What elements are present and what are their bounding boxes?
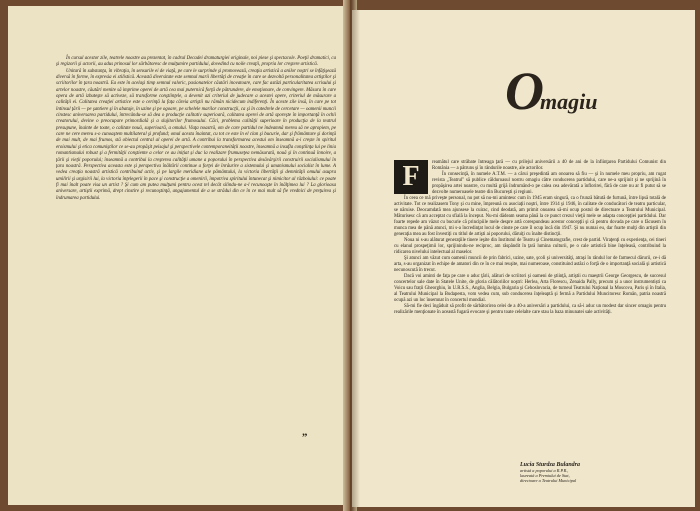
- author-name: Lucia Sturdza Bulandra: [520, 462, 581, 468]
- right-paragraph-2: În consecinţă, în numele A.T.M. — a cărui preşedintă am onoarea să fiu — şi în numele meu propriu, am rugat revista „Teatrul" să publice călduroasul nostru omagiu către conducerea partidului, care ne-a sprijinit şi ne sprijină în propăşirea artei noastre, cu multă grijă îndrumând-o pe calea cea adevărată a înflorirei, fără de care nu ar fi putut să se dezvolte numeroasele teatre din Bucureşti şi regiuni.: [432, 172, 666, 195]
- signature-block: [520, 462, 660, 484]
- right-page-text: [394, 160, 666, 316]
- closing-quote-mark: „: [302, 426, 308, 438]
- right-paragraph-5: Şi atunci am văzut cum oamenii muncii de prin fabrici, uzine, sate, şcoli şi universităţi, atraşi în rândul lor de farmecul dărurii, ce-i dă arta, s-au organizat în echipe de amatori din ce în ce mai reuşite, mai numeroase, constituind astăzi o forţă de o importanţă socială şi artistică necunoscută în trecut.: [394, 256, 666, 273]
- left-paragraph-1: În cursul acestor zile, teatrele noastre au prezentat, în cadrul Decadei dramaturgiei originale, noi piese şi spectacole. Poeţii dramatici, ca şi regizorii şi actorii, au adus prinosul lor sărbătoresc de mulţumire partidului, dovedind cu noile creaţii, propria lor creştere artistică.: [56, 56, 336, 68]
- right-paragraph-7: Să-mi fie deci îngăduit să profit de sărbătorirea celei de a 40-a aniversări a partidului, ca să-i aduc un modest dar sincer omagiu pentru realizările menţionate în această fugară evocare şi pentru toate celelalte care stau la baza minunatei sale activităţi.: [394, 304, 666, 315]
- right-paragraph-6: Dacă voi aminti de faţa pe care o aduc ţării, alături de scriitori şi oameni de ştiinţă, artiştii cu maeştrii George Georgescu, de succesul concertelor sale date în Statele Unite, de gloria călătoriilor noştri: Herlea, Arta Florescu, Zenaida Pally, precum și a unor instrumentiști ca Voicu sau frații Gheorghiu, în U.R.S.S., Anglia, Belgia, Bulgaria şi Cehoslovacia, de turneul Teatrului Naţional la Moscova, Paris şi în Italia, al Teatrului Municipal la Budapesta, vom vedea cum, sub conducerea înţeleaptă şi fermă a Partidului Muncitoresc Român, patria noastră ocupă azi un loc însemnat în concertul mondial.: [394, 274, 666, 303]
- author-role-1: artistă a poporului a R.P.R.,: [520, 468, 569, 473]
- left-paragraph-2: Unitară în substanţa, în vibraţia, în sensurile ei de viaţă, pe care le surprinde şi promovează, creaţia artistică a anilor noştri se înfăţişează diversă în forme, în expresia ei stilistică. Această diversitate este semnul marii libertăţi de creaţie în care se dezvoltă personalitatea artiştilor şi scriitorilor în ţara noastră. Ea este în acelaşi timp semnul valoric, pasionatelor căutări inovatoare, care fac astăzi particularitatea scrisului şi artelor noastre, căutări menite să imprime operei de artă cea mai puternică forţă de pătrundere, de emoţionare, de convingere. Măsura în care opera de artă izbuteşte să activeze, să transforme conştiinţele, a devenit azi criteriul de judecare a acestei opere, criteriul de măsurare a calităţii ei. Calitatea creaţiei artistice este o cerinţă la fața căreia artiştii nu rămân nicidecum indiferenţi. În aceste zile insă, în care pe tot întinsul ţării — pe şantiere şi în abataje, în uzine şi pe ogoare, pe schelele marilor construcţii, ca şi în catedrele de cercetare — oamenii muncii cinstesc aniversarea partidului, întrecându-se să dea o producţie calitativ superioară, calitatea operei de artă sporeşte în importanţă în ochii creatorului, devine o preocupare primordială şi a slujitorilor frumosului. Căci, problema calităţii superioare în producţia de la teatrul presupune, înainte de toate, o calitate nouă, superioară, a omului. Viaţa noastră, om de care partidul ne îndeamnă mereu să ne apropiem, pe care ne cere mereu s-o cunoaştem multilateral şi profund; omul acesta înaintat, cu tot ce este în el clan şi bucurie, dar şi frământare şi dorinţă de mai mult, de mai frumos, stă obiectul central al operei de artă. A contribui la transformarea acestui om înseamnă a-i crește în spiritul eroismului şi etica comuniştilor ce se-au propăşit peisajul şi perspectivele contemporaneității noastre, înseamnă a insufla conştiinţa lui pe linia romantismului robust şi a fermităţii conştiente a celor ce au inițiat și duc la realizare frumuseţea nemăsurată, nouă şi în continuă înnoire, a ţării şi vieţii poporului; înseamnă a contribui la creşterea calităţii umane a poporului în perspectiva desăvârşirii construirii socialismului în ţara noastră. Perspectiva aceasta este şi perspectiva înăltării continue a forţei de înrâurire a sistemului şi umanismului socialist în lume. A vedea creaţia noastră artistică contribuind activ, şi pe largile meridiane ale pământului, la victoria libertăţii şi demnităţii omului asupra umilirii şi urgisirii lui, la victoria înţelegerii în pace şi construcţie a omenirii, împotriva spiritului întunecat şi nimicitor al războiului: ce poate fi mai înalt poate visa un artist ? Şi cum am putea mulţumi pentru ocest tel decât silindu-ne a-l recunoaşte în înălţimea lui ? La glorioasa aniversare, artiştii exprimă, drept cinstire şi recunoştinţă, angajamentul de a se strădui din ce în ce mai mult să fie vrednici de preţuirea şi îndrumarea partidului.: [56, 68, 336, 201]
- author-role-2: laureată a Premiului de Stat,: [520, 473, 570, 479]
- right-paragraph-1: reamătul care străbate întreaga ţară — cu prilejul aniversării a 40 de ani de la înfiinţarea Partidului Comunist din România — a pătruns şi în rândurile noastre, ale actorilor.: [432, 160, 666, 171]
- page-shadow: [352, 10, 360, 507]
- left-page: [8, 6, 348, 505]
- title-initial: O: [505, 61, 542, 121]
- dropcap-letter: F: [394, 160, 428, 194]
- page-title: [505, 60, 597, 122]
- author-role-3: directoare a Teatrului Municipal: [520, 478, 577, 484]
- right-paragraph-3: În ceea ce mă priveşte personal, nu pot să nu-mi amintesc cum în 1945 eram singură, ca o frunză bătută de furtună, între lipsă totală de activitate. Tot ce realizasem Tony şi cu mine, împreună cu asociaţii noştri, între 1914 şi 1946, în calitate de conducători de teatru particular, se năruise. Deocamdată mea ajunsese la cuirac, cind deodată, am primit onoarea să-mi ocup postul de directoare a Teatrului Municipal. Măturisesc că am acceptat cu sfială la început. Nu-mi dădeam seama până la ce punct crezul vieţii mele se adapta concepţiei partidului. Dar foarte repede am văzut cu bucurie că principiile mele despre artă corespundeau acestor concepţii şi că pentru dovada pe care o făcusem în munca mea de până atunci, mi s-a încredinţat locul de cinste pe care îl ocup încă din 1947. Şi nu numai eu, dar foarte mulţi din artiştii din generaţia mea au fost învestiţi cu titlul de artişti ai poporului, dăruiţi cu înalte distincţii.: [394, 196, 666, 237]
- title-rest: magiu: [540, 89, 598, 114]
- right-paragraph-4: Noua ni s-au alăturat generaţiile tinere ieşite din Institutul de Teatru şi Cinematografie, crest de partid. Viraţenţi cu experienţa, cei tineri cu elanul prospeţimii lor, sprijinindu-ne reciproc, am răspândit în ţară lumina culturii, pe o cale artistică bine înţeleasă, contribuind la ridicarea nivelului intelectual al maselor.: [394, 238, 666, 255]
- left-page-text: [56, 56, 336, 202]
